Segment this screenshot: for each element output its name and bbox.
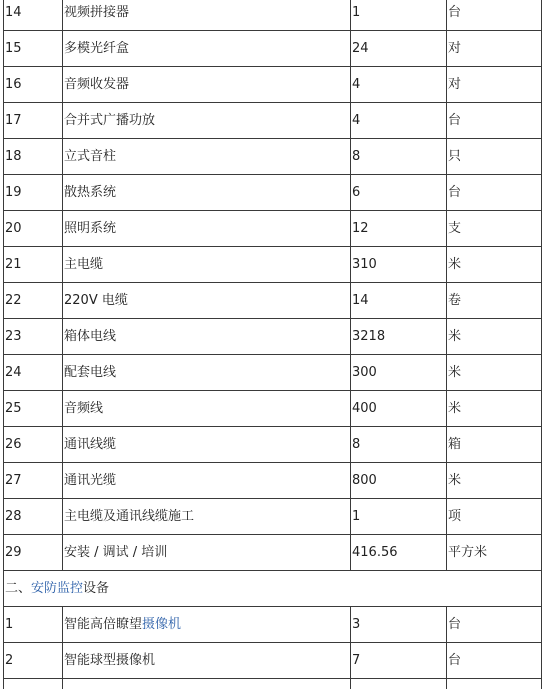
item-name: 视频拼接器	[63, 0, 351, 31]
table-row	[4, 391, 542, 427]
item-unit: 米	[447, 319, 542, 355]
item-quantity: 310	[351, 247, 447, 283]
row-number: 26	[4, 427, 63, 463]
table-row	[4, 67, 542, 103]
table-row	[4, 355, 542, 391]
section-header-cell	[4, 571, 542, 607]
item-quantity: 1	[351, 0, 447, 31]
table-row	[4, 103, 542, 139]
partial-cell	[351, 679, 447, 690]
item-unit: 米	[447, 463, 542, 499]
partial-cell	[447, 679, 542, 690]
row-number: 2	[4, 643, 63, 679]
item-quantity: 4	[351, 67, 447, 103]
item-unit: 平方米	[447, 535, 542, 571]
item-unit: 台	[447, 607, 542, 643]
item-unit: 对	[447, 31, 542, 67]
item-quantity: 3218	[351, 319, 447, 355]
item-name: 通讯光缆	[63, 463, 351, 499]
item-name: 合并式广播功放	[63, 103, 351, 139]
item-quantity: 8	[351, 139, 447, 175]
item-unit: 对	[447, 67, 542, 103]
section-block	[4, 571, 542, 607]
row-number: 25	[4, 391, 63, 427]
table-row	[4, 139, 542, 175]
row-number: 17	[4, 103, 63, 139]
item-name: 通讯线缆	[63, 427, 351, 463]
section-link-security-monitoring[interactable]: 安防监控	[31, 581, 84, 596]
table-row	[4, 211, 542, 247]
table-row	[4, 463, 542, 499]
item-name: 立式音柱	[63, 139, 351, 175]
item-name	[63, 607, 351, 643]
item-quantity: 6	[351, 175, 447, 211]
item-quantity: 416.56	[351, 535, 447, 571]
item-unit: 台	[447, 643, 542, 679]
item-name: 照明系统	[63, 211, 351, 247]
item-name-text: 智能高倍瞭望	[64, 617, 143, 632]
table-row	[4, 427, 542, 463]
row-number: 24	[4, 355, 63, 391]
table-row	[4, 607, 542, 643]
item-name: 配套电线	[63, 355, 351, 391]
row-number: 27	[4, 463, 63, 499]
item-quantity: 14	[351, 283, 447, 319]
row-number: 16	[4, 67, 63, 103]
item-unit: 米	[447, 355, 542, 391]
row-number: 15	[4, 31, 63, 67]
item-name: 主电缆及通讯线缆施工	[63, 499, 351, 535]
table-row	[4, 535, 542, 571]
item-name-link-camera[interactable]: 摄像机	[142, 617, 182, 632]
equipment-rows-part2	[4, 607, 542, 690]
item-name: 220V 电缆	[63, 283, 351, 319]
item-quantity: 800	[351, 463, 447, 499]
item-quantity: 8	[351, 427, 447, 463]
item-quantity: 12	[351, 211, 447, 247]
table-row	[4, 247, 542, 283]
table-row-partial	[4, 679, 542, 690]
table-row	[4, 0, 542, 31]
row-number: 20	[4, 211, 63, 247]
row-number: 23	[4, 319, 63, 355]
item-unit: 项	[447, 499, 542, 535]
item-name: 智能球型摄像机	[63, 643, 351, 679]
partial-cell	[4, 679, 63, 690]
item-quantity: 1	[351, 499, 447, 535]
partial-cell	[63, 679, 351, 690]
item-name: 箱体电线	[63, 319, 351, 355]
item-quantity: 300	[351, 355, 447, 391]
section-header-row	[4, 571, 542, 607]
item-quantity: 3	[351, 607, 447, 643]
item-name: 主电缆	[63, 247, 351, 283]
table-row	[4, 283, 542, 319]
item-quantity: 400	[351, 391, 447, 427]
item-unit: 箱	[447, 427, 542, 463]
item-quantity: 24	[351, 31, 447, 67]
row-number: 19	[4, 175, 63, 211]
item-quantity: 4	[351, 103, 447, 139]
table-row	[4, 175, 542, 211]
table-row	[4, 643, 542, 679]
item-unit: 米	[447, 247, 542, 283]
row-number: 18	[4, 139, 63, 175]
row-number: 29	[4, 535, 63, 571]
row-number: 22	[4, 283, 63, 319]
item-name: 音频收发器	[63, 67, 351, 103]
item-quantity: 7	[351, 643, 447, 679]
item-name: 散热系统	[63, 175, 351, 211]
item-name: 音频线	[63, 391, 351, 427]
section-suffix: 设备	[83, 581, 110, 596]
table-row	[4, 499, 542, 535]
item-unit: 支	[447, 211, 542, 247]
equipment-table	[3, 0, 542, 689]
item-unit: 台	[447, 103, 542, 139]
row-number: 21	[4, 247, 63, 283]
item-unit: 卷	[447, 283, 542, 319]
row-number: 14	[4, 0, 63, 31]
item-name: 安装 / 调试 / 培训	[63, 535, 351, 571]
item-unit: 台	[447, 0, 542, 31]
item-unit: 米	[447, 391, 542, 427]
item-unit: 只	[447, 139, 542, 175]
section-prefix: 二、	[5, 581, 32, 596]
table-row	[4, 31, 542, 67]
row-number: 28	[4, 499, 63, 535]
item-name: 多模光纤盒	[63, 31, 351, 67]
item-unit: 台	[447, 175, 542, 211]
table-row	[4, 319, 542, 355]
equipment-rows-part1	[4, 0, 542, 571]
row-number: 1	[4, 607, 63, 643]
